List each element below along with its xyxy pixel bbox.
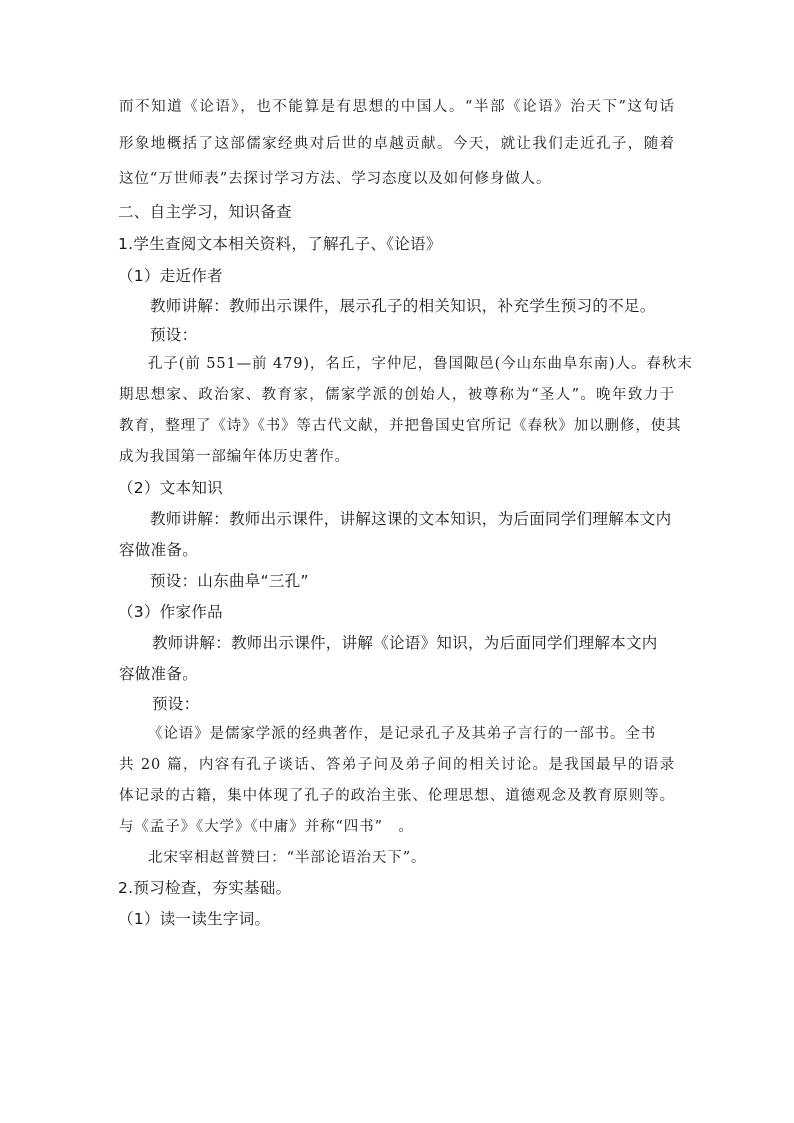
author-bio-line-3: 教育，整理了《诗》《书》等古代文献，并把鲁国史官所记《春秋》加以删修，使其 — [119, 418, 682, 434]
zhaopu-quote: 北宋宰相赵普赞曰：“半部论语治天下”。 — [148, 850, 427, 866]
teacher-note-author: 教师讲解：教师出示课件，展示孔子的相关知识，补充学生预习的不足。 — [150, 297, 656, 315]
item-1-heading: 1.学生查阅文本相关资料，了解孔子、《论语》 — [118, 235, 442, 253]
preset-text-knowledge: 预设：山东曲阜“三孔” — [150, 572, 309, 590]
author-bio-line-4: 成为我国第一部编年体历史著作。 — [119, 449, 350, 465]
intro-line-1: 而不知道《论语》，也不能算是有思想的中国人。“半部《论语》治天下”这句话 — [119, 99, 675, 115]
subheading-works: （3）作家作品 — [118, 603, 223, 621]
subheading-text-knowledge: （2）文本知识 — [118, 479, 223, 497]
lunyu-line-1: 《论语》是儒家学派的经典著作，是记录孔子及其弟子言行的一部书。全书 — [148, 726, 657, 742]
subheading-author: （1）走近作者 — [118, 267, 223, 285]
section-heading: 二、自主学习，知识备查 — [118, 203, 292, 221]
teacher-note-text-line-1: 教师讲解：教师出示课件，讲解这课的文本知识，为后面同学们理解本文内 — [150, 510, 672, 528]
teacher-note-works-line-1: 教师讲解：教师出示课件，讲解《论语》知识，为后面同学们理解本文内 — [152, 634, 658, 652]
preset-label-works: 预设： — [152, 695, 200, 713]
preset-label-author: 预设： — [150, 326, 198, 344]
author-bio-line-2: 期思想家、政治家、教育家，儒家学派的创始人，被尊称为“圣人”。晚年致力于 — [119, 387, 675, 403]
lunyu-line-3: 体记录的古籍，集中体现了孔子的政治主张、伦理思想、道德观念及教育原则等。 — [119, 788, 675, 804]
teacher-note-text-line-2: 容做准备。 — [119, 541, 199, 559]
lunyu-line-2: 共 20 篇，内容有孔子谈话、答弟子问及弟子间的相关讨论。是我国最早的语录 — [119, 757, 675, 773]
intro-line-2: 形象地概括了这部儒家经典对后世的卓越贡献。今天，就让我们走近孔子，随着 — [119, 136, 675, 152]
author-bio-line-1: 孔子(前 551—前 479)，名丘，字仲尼，鲁国陬邑(今山东曲阜东南)人。春秋末 — [148, 356, 693, 372]
teacher-note-works-line-2: 容做准备。 — [119, 665, 199, 683]
subheading-read-words: （1）读一读生字词。 — [118, 910, 271, 928]
item-2-heading: 2.预习检查，夯实基础。 — [118, 879, 292, 897]
lunyu-line-4: 与《孟子》《大学》《中庸》并称“四书” 。 — [119, 819, 414, 835]
intro-line-3: 这位“万世师表”去探讨学习方法、学习态度以及如何修身做人。 — [119, 171, 552, 187]
